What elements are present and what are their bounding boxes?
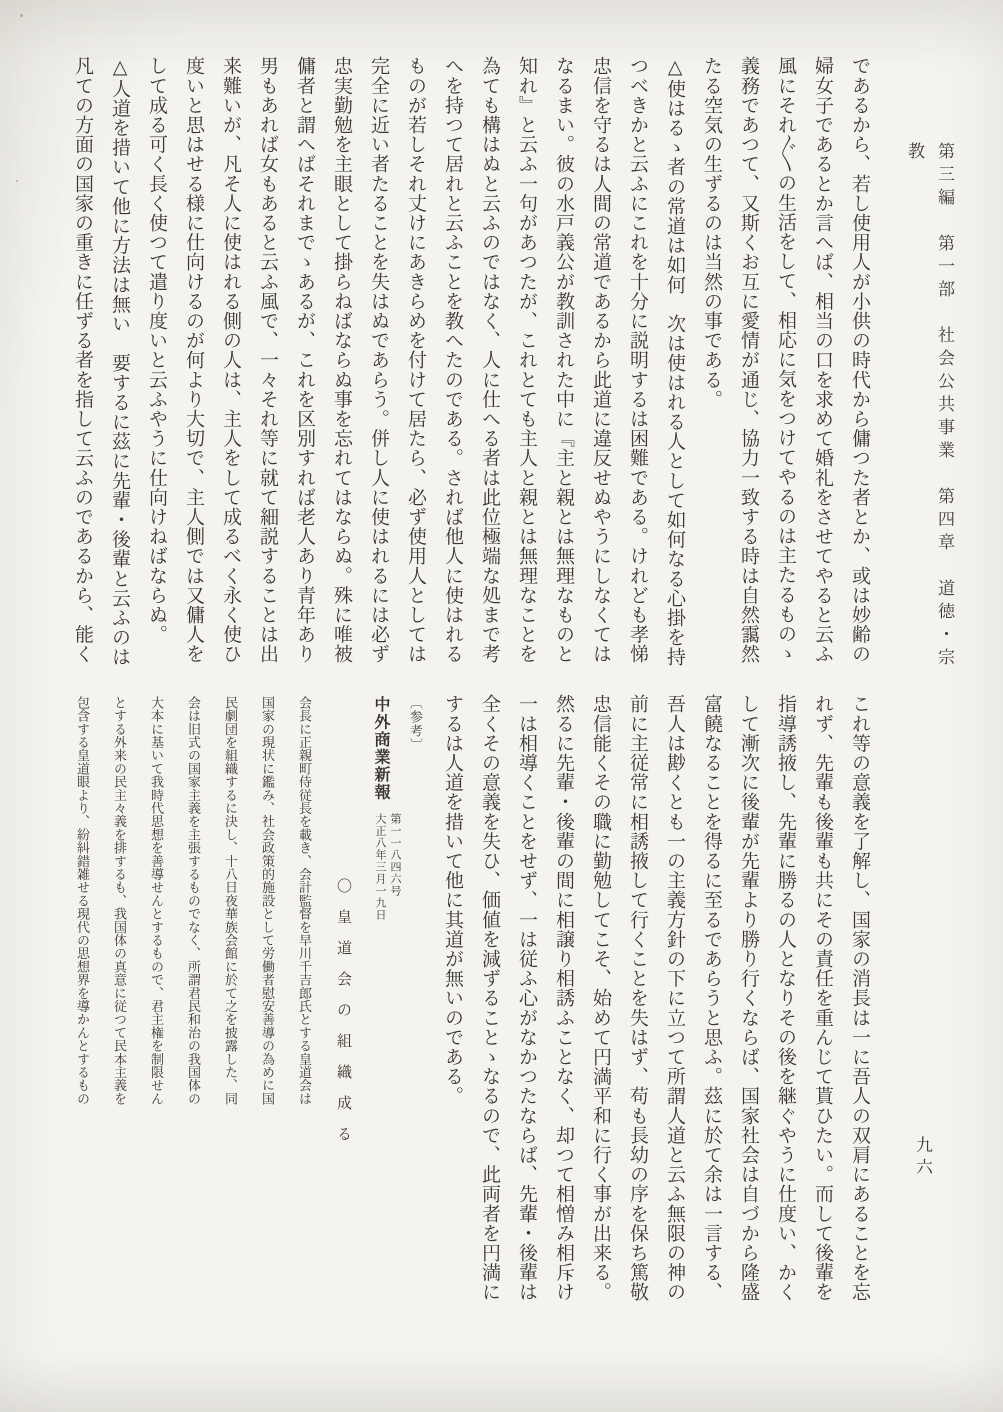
reference-text-line: 民劇団を組織するに決し、十八日夜華族会館に於て之を披露した、同 bbox=[223, 696, 238, 1106]
text-line: へを持つて居れと云ふことを教へたのである。されば他人に使はれる bbox=[442, 56, 463, 664]
text-line: 然るに先輩・後輩の間に相譲り相誘ふことなく、却つて相憎み相斥け bbox=[553, 694, 574, 1302]
reference-source-title: 中外商業新報 bbox=[372, 696, 389, 801]
reference-text-line: とする外来の民主々義を排するも、我国体の真意に従つて民本主義を bbox=[112, 696, 127, 1106]
text-line: れず、先輩も後輩も共にその責任を重んじて貰ひたい。而して後輩を bbox=[812, 694, 833, 1302]
text-line: 忠実勤勉を主眼として掛らねばならぬ事を忘れてはならぬ。殊に唯被 bbox=[331, 56, 352, 664]
scan-speck bbox=[20, 14, 23, 17]
text-line: 度いと思はせる様に仕向けるのが何より大切で、主人側では又傭人を bbox=[183, 56, 204, 664]
text-line: 忠信を守るは人間の常道であるから此道に違反せぬやうにしなくては bbox=[590, 56, 611, 664]
reference-text-line: 包含する皇道眼より、紛糾錯雑せる現代の思想界を導かんとするもの bbox=[75, 696, 90, 1106]
text-line: 風にそれ〴〵の生活をして、相応に気をつけてやるのは主たるものゝ bbox=[775, 56, 796, 663]
text-line: 為ても構はぬと云ふのではなく、人に仕へる者は此位極端な処まで考 bbox=[479, 56, 500, 664]
text-line: 指導誘掖し、先輩に勝るの人となりその後を継ぐやうに仕度い、かく bbox=[775, 694, 796, 1302]
scan-speck bbox=[16, 180, 18, 182]
reference-text-line: 大本に基いて我時代思想を善導せんとするもので、君主権を制限せん bbox=[149, 696, 164, 1106]
text-line: ものが若しそれ丈けにあきらめを付けて居たら、必ず使用人としては bbox=[405, 56, 426, 664]
text-line: するは人道を措いて他に其道が無いのである。 bbox=[442, 694, 463, 1106]
reference-subtitle: 〇皇道会の組織成る bbox=[335, 878, 351, 1157]
reference-issue-block bbox=[372, 813, 402, 921]
bottom-text-block bbox=[434, 694, 878, 1316]
text-line: 来難いが、凡そ人に使はれる側の人は、主人をして成るべく永く使ひ bbox=[220, 56, 241, 664]
reference-text-line: 会は旧式の国家主義を主張するものでなく、所謂君民和治の我国体の bbox=[186, 696, 201, 1106]
text-line: △使はるゝ者の常道は如何 次は使はれる人として如何なる心掛を持 bbox=[664, 56, 685, 667]
reference-section bbox=[66, 696, 428, 1346]
reference-body bbox=[64, 696, 323, 1346]
text-line: して漸次に後輩が先輩より勝り行くならば、国家社会は自づから隆盛 bbox=[738, 694, 759, 1302]
page-number: 九六 bbox=[913, 1136, 932, 1180]
text-line: して成る可く長く使つて遣り度いと云ふやうに仕向けねばならぬ。 bbox=[146, 56, 167, 644]
text-line: これ等の意義を了解し、国家の消長は一に吾人の双肩にあることを忘 bbox=[849, 694, 870, 1302]
text-line: 前に主従常に相誘掖して行くことを失はず、苟も長幼の序を保ち篤敬 bbox=[627, 694, 648, 1302]
text-line: 義務であつて、又斯くお互に愛情が通じ、協力一致する時は自然靄然 bbox=[738, 56, 759, 664]
reference-text-line: 会長に正親町侍従長を載き、会計監督を早川千吉郎氏とする皇道会は bbox=[297, 696, 312, 1106]
text-line: なるまい。彼の水戸義公が教訓された中に『主と親とは無理なものと bbox=[553, 56, 574, 664]
top-text-block bbox=[64, 56, 878, 674]
text-line: 凡ての方面の国家の重きに任ずる者を指して云ふのであるから、能く bbox=[72, 56, 93, 664]
text-line: 男もあれば女もあると云ふ風で、一々それ等に就て細説することは出 bbox=[257, 56, 278, 664]
text-line: 全くその意義を失ひ、価値を減ずることゝなるので、此両者を円満に bbox=[479, 694, 500, 1302]
reference-source-line bbox=[363, 696, 402, 1346]
reference-date: 大正八年三月一九日 bbox=[374, 813, 386, 921]
text-line: 富饒なることを得るに至るであらうと思ふ。茲に於て余は一言する、 bbox=[701, 694, 722, 1302]
text-line: 婦女子であるとか言へば、相当の口を求めて婚礼をさせてやると云ふ bbox=[812, 56, 833, 664]
reference-label: 〔参考〕 bbox=[408, 696, 423, 752]
text-line: 傭者と謂へばそれまでゝあるが、これを区別すれば老人あり青年あり bbox=[294, 56, 315, 664]
text-line: であるから、若し使用人が小供の時代から傭つた者とか、或は妙齢の bbox=[849, 56, 870, 664]
reference-text-line: 国家の現状に鑑み、社会政策的施設として労働者慰安善導の為めに国 bbox=[260, 696, 275, 1106]
text-line: 吾人は尠くとも一の主義方針の下に立つて所謂人道と云ふ無限の神の bbox=[664, 694, 685, 1302]
reference-issue-number: 第一一八四六号 bbox=[389, 813, 401, 897]
text-line: 完全に近い者たることを失はぬであらう。併し人に使はれるには必ず bbox=[368, 56, 389, 664]
chapter-heading: 第三編 第一部 社会公共事業 第四章 道徳・宗教 bbox=[905, 142, 954, 671]
text-line: △人道を措いて他に方法は無い 要するに茲に先輩・後輩と云ふのは bbox=[109, 56, 130, 667]
text-line: 忠信能くその職に勤勉してこそ、始めて円満平和に行く事が出来る。 bbox=[590, 694, 611, 1302]
text-line: 知れ』と云ふ一句があつたが、これとても主人と親とは無理なことを bbox=[516, 56, 537, 664]
text-line: たる空気の生ずるのは当然の事である。 bbox=[701, 56, 722, 409]
text-line: つべきかと云ふにこれを十分に説明するは困難である。けれども孝悌 bbox=[627, 56, 648, 664]
text-line: 一は相導くことをせず、一は従ふ心がなかつたならば、先輩・後輩は bbox=[516, 694, 537, 1302]
